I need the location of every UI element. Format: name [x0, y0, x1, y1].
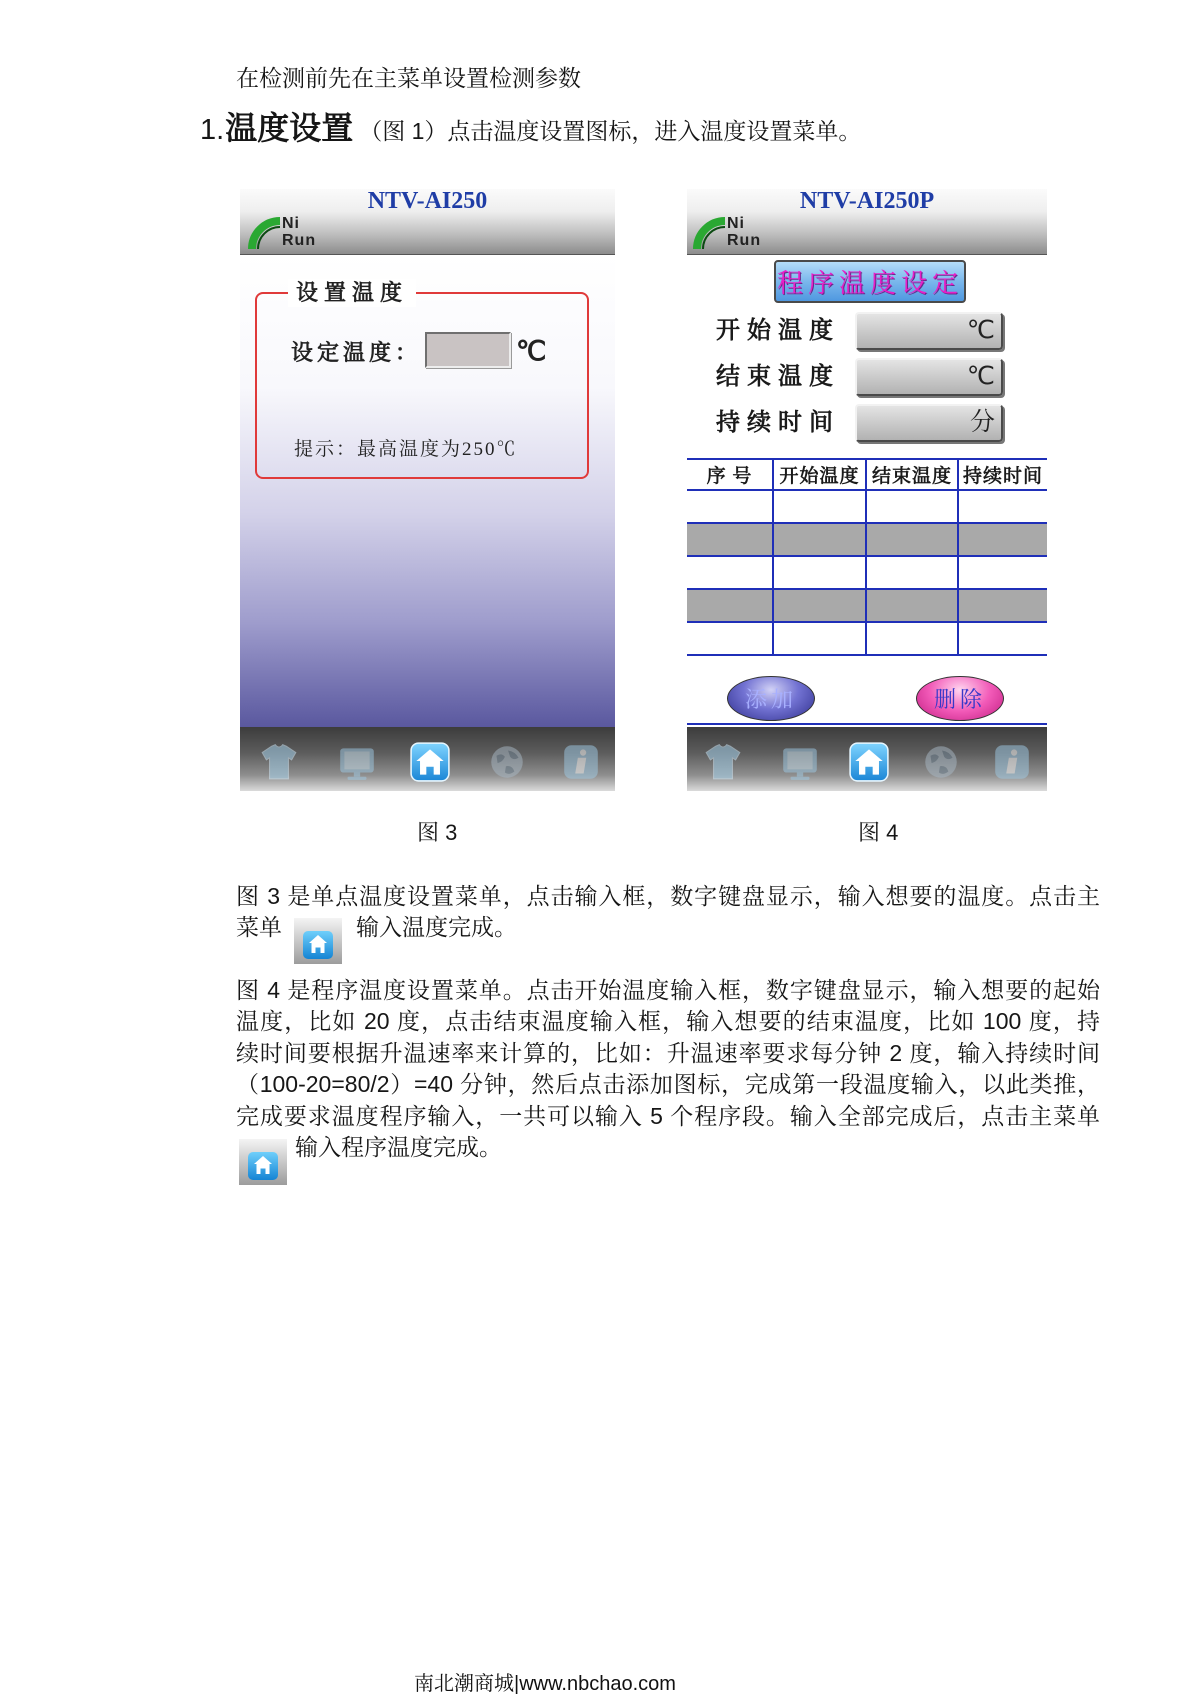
logo-text-ni: Ni: [282, 215, 300, 232]
globe-icon: [486, 741, 528, 783]
paragraph-2-line-1: 图 4 是程序温度设置菜单。点击开始温度输入框，数字键盘显示，输入想要的起始: [236, 977, 1100, 1003]
table-row: [687, 556, 1047, 589]
paragraph-2-line-6: 输入程序温度完成。: [295, 1134, 502, 1160]
monitor-icon: [779, 741, 821, 783]
bottom-toolbar: [687, 727, 1047, 791]
monitor-icon: [336, 741, 378, 783]
temperature-setting-group: [255, 280, 589, 479]
table-row: [687, 490, 1047, 523]
table-cell: [958, 556, 1047, 589]
table-row: [687, 622, 1047, 655]
divider-line: [687, 723, 1047, 725]
model-title: NTV-AI250P: [799, 189, 935, 214]
delete-button: 删除: [916, 676, 1004, 721]
table-cell: [773, 622, 866, 655]
paragraph-1-line-1: 图 3 是单点温度设置菜单，点击输入框，数字键盘显示，输入想要的温度。点击主: [236, 883, 1100, 909]
table-cell: [687, 490, 773, 523]
figure-3-screenshot: [240, 189, 615, 791]
table-cell: [958, 589, 1047, 622]
table-cell: [687, 556, 773, 589]
table-cell: [958, 490, 1047, 523]
temperature-input: [425, 332, 511, 368]
paragraph-1-line-2-end: 输入温度完成。: [356, 914, 517, 940]
table-row: [687, 523, 1047, 556]
table-cell: [773, 523, 866, 556]
duration-label: 持续时间: [716, 410, 840, 436]
table-header-row: [687, 459, 1047, 490]
column-header-end-temperature: 结束温度: [866, 459, 958, 490]
program-temperature-title-button: 程序温度设定: [774, 260, 966, 303]
table-cell: [773, 589, 866, 622]
column-header-start-temperature: 开始温度: [773, 459, 866, 490]
max-temperature-hint: 提示：最高温度为250℃: [294, 439, 518, 460]
section-heading: [200, 108, 861, 151]
logo-text-run: Run: [727, 232, 762, 249]
globe-icon: [920, 741, 962, 783]
figure-3-caption: 图 3: [417, 820, 458, 845]
table-row: [687, 589, 1047, 622]
paragraph-1-line-2-start: 菜单: [236, 914, 282, 940]
table-cell: [687, 622, 773, 655]
table-cell: [687, 589, 773, 622]
info-icon: [560, 741, 602, 783]
intro-text: 在检测前先在主菜单设置检测参数: [236, 65, 581, 91]
start-temperature-label: 开始温度: [716, 318, 840, 344]
logo-arc-icon: [247, 216, 281, 250]
home-icon: [239, 1138, 287, 1186]
celsius-unit: ℃: [516, 336, 547, 366]
figure-4-screenshot: [687, 189, 1047, 791]
duration-input: [855, 404, 1003, 442]
shirt-icon: [258, 741, 300, 783]
bottom-toolbar: [240, 727, 615, 791]
program-segment-table: [687, 458, 1047, 656]
section-title: 温度设置: [225, 110, 354, 146]
start-temperature-input: [855, 312, 1003, 350]
group-title: 设置温度: [288, 279, 416, 307]
header-bar: [240, 189, 615, 255]
header-bar: [687, 189, 1047, 255]
section-number: 1.: [200, 114, 225, 146]
table-cell: [866, 622, 958, 655]
home-icon: [848, 741, 890, 783]
paragraph-2-line-3: 续时间要根据升温速率来计算的，比如：升温速率要求每分钟 2 度，输入持续时间: [236, 1040, 1100, 1066]
table-cell: [958, 523, 1047, 556]
add-button: 添加: [727, 676, 815, 721]
table-cell: [773, 490, 866, 523]
minute-unit: 分: [969, 409, 995, 436]
logo-arc-icon: [692, 216, 726, 250]
info-icon: [991, 741, 1033, 783]
model-title: NTV-AI250: [367, 189, 488, 214]
end-temperature-input: [855, 358, 1003, 396]
section-text: （图 1）点击温度设置图标，进入温度设置菜单。: [359, 118, 862, 144]
page-footer: 南北潮商城|www.nbchao.com: [414, 1673, 676, 1695]
shirt-icon: [702, 741, 744, 783]
paragraph-2-line-5: 完成要求温度程序输入，一共可以输入 5 个程序段。输入全部完成后，点击主菜单: [236, 1103, 1100, 1129]
table-cell: [866, 523, 958, 556]
column-header-index: 序 号: [687, 459, 773, 490]
celsius-unit: ℃: [966, 363, 995, 390]
logo-text-ni: Ni: [727, 215, 745, 232]
table-cell: [773, 556, 866, 589]
home-icon: [409, 741, 451, 783]
table-cell: [866, 556, 958, 589]
end-temperature-label: 结束温度: [716, 364, 840, 390]
table-cell: [687, 523, 773, 556]
table-cell: [866, 490, 958, 523]
home-icon: [294, 918, 342, 964]
paragraph-2-line-2: 温度，比如 20 度，点击结束温度输入框，输入想要的结束温度，比如 100 度，持: [236, 1008, 1100, 1034]
figure-4-caption: 图 4: [858, 820, 899, 845]
logo-text-run: Run: [282, 232, 317, 249]
table-cell: [958, 622, 1047, 655]
set-temperature-label: 设定温度：: [291, 340, 422, 365]
celsius-unit: ℃: [966, 317, 995, 344]
table-cell: [866, 589, 958, 622]
column-header-duration: 持续时间: [958, 459, 1047, 490]
paragraph-2-line-4: （100-20=80/2）=40 分钟，然后点击添加图标，完成第一段温度输入，以此类推，: [236, 1071, 1100, 1097]
